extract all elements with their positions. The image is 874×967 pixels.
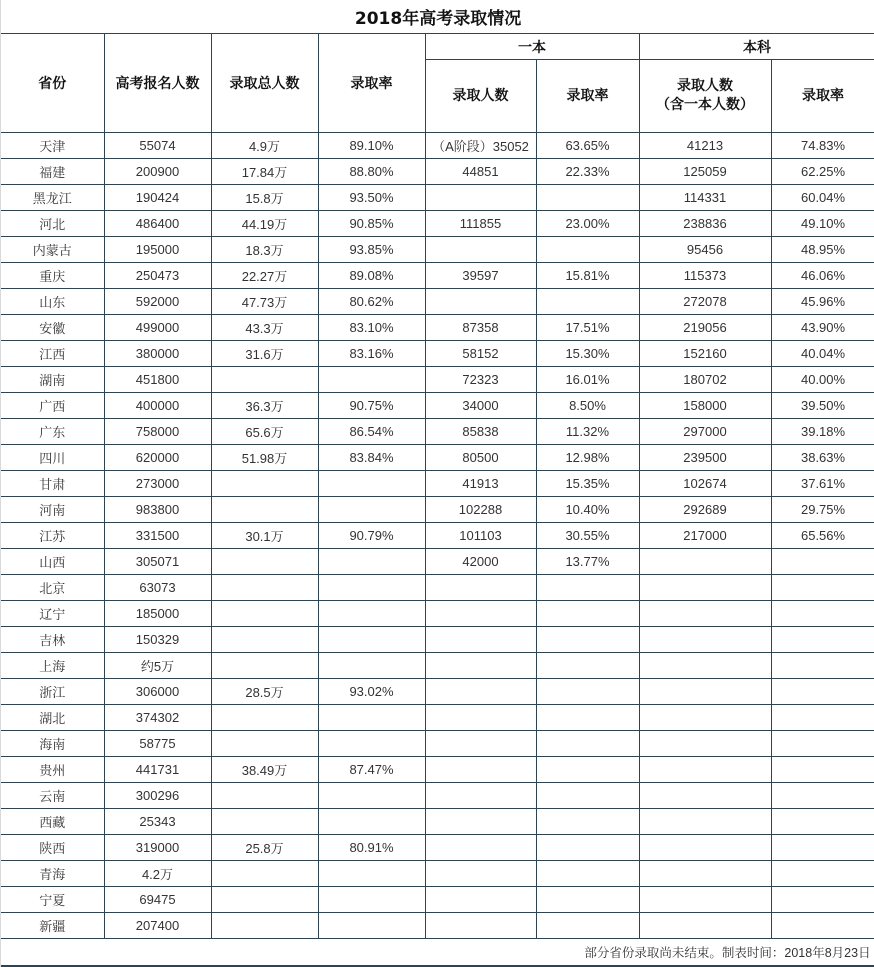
cell-tier1-count bbox=[425, 601, 536, 627]
cell-registered: 185000 bbox=[104, 601, 211, 627]
cell-tier1-count bbox=[425, 731, 536, 757]
cell-tier1-rate: 12.98% bbox=[536, 445, 639, 471]
header-bachelor-count-line2: （含一本人数） bbox=[656, 97, 754, 113]
cell-admit-rate: 93.50% bbox=[318, 185, 425, 211]
cell-bachelor-rate bbox=[771, 653, 874, 679]
cell-admit-rate: 93.02% bbox=[318, 679, 425, 705]
cell-tier1-rate: 16.01% bbox=[536, 367, 639, 393]
cell-bachelor-count bbox=[639, 575, 771, 601]
cell-admit-rate bbox=[318, 601, 425, 627]
cell-tier1-rate: 13.77% bbox=[536, 549, 639, 575]
cell-tier1-rate: 22.33% bbox=[536, 159, 639, 185]
cell-registered: 620000 bbox=[104, 445, 211, 471]
cell-tier1-rate bbox=[536, 809, 639, 835]
cell-bachelor-count bbox=[639, 653, 771, 679]
table-row bbox=[1, 393, 874, 419]
cell-province: 上海 bbox=[1, 653, 104, 679]
cell-admitted-total bbox=[211, 731, 318, 757]
cell-tier1-count: 101103 bbox=[425, 523, 536, 549]
cell-tier1-rate bbox=[536, 835, 639, 861]
cell-bachelor-rate: 45.96% bbox=[771, 289, 874, 315]
cell-province: 云南 bbox=[1, 783, 104, 809]
cell-tier1-count: 44851 bbox=[425, 159, 536, 185]
cell-province: 海南 bbox=[1, 731, 104, 757]
cell-tier1-rate bbox=[536, 861, 639, 887]
cell-province: 浙江 bbox=[1, 679, 104, 705]
cell-tier1-count bbox=[425, 705, 536, 731]
cell-province: 广东 bbox=[1, 419, 104, 445]
cell-tier1-count bbox=[425, 887, 536, 913]
cell-tier1-count: 39597 bbox=[425, 263, 536, 289]
cell-province: 天津 bbox=[1, 133, 104, 159]
cell-admitted-total: 44.19万 bbox=[211, 211, 318, 237]
cell-tier1-rate: 17.51% bbox=[536, 315, 639, 341]
cell-tier1-count: 41913 bbox=[425, 471, 536, 497]
cell-bachelor-rate bbox=[771, 809, 874, 835]
footer-row bbox=[1, 939, 874, 967]
header-registered: 高考报名人数 bbox=[104, 34, 211, 133]
table-row bbox=[1, 523, 874, 549]
cell-province: 青海 bbox=[1, 861, 104, 887]
cell-registered: 58775 bbox=[104, 731, 211, 757]
cell-bachelor-rate: 74.83% bbox=[771, 133, 874, 159]
cell-bachelor-count bbox=[639, 705, 771, 731]
cell-admitted-total bbox=[211, 861, 318, 887]
cell-registered: 499000 bbox=[104, 315, 211, 341]
cell-registered: 207400 bbox=[104, 913, 211, 939]
header-admitted-total: 录取总人数 bbox=[211, 34, 318, 133]
cell-admit-rate bbox=[318, 367, 425, 393]
table-row bbox=[1, 653, 874, 679]
cell-province: 山东 bbox=[1, 289, 104, 315]
cell-admit-rate bbox=[318, 497, 425, 523]
cell-tier1-count bbox=[425, 757, 536, 783]
cell-admit-rate: 83.16% bbox=[318, 341, 425, 367]
table-row bbox=[1, 809, 874, 835]
cell-bachelor-rate: 65.56% bbox=[771, 523, 874, 549]
cell-bachelor-rate: 48.95% bbox=[771, 237, 874, 263]
table-title: 2018年高考录取情况 bbox=[1, 0, 874, 34]
cell-bachelor-count: 102674 bbox=[639, 471, 771, 497]
cell-admitted-total bbox=[211, 471, 318, 497]
cell-registered: 195000 bbox=[104, 237, 211, 263]
cell-tier1-rate bbox=[536, 627, 639, 653]
cell-bachelor-count bbox=[639, 913, 771, 939]
cell-province: 河南 bbox=[1, 497, 104, 523]
cell-tier1-rate: 15.30% bbox=[536, 341, 639, 367]
cell-admitted-total: 36.3万 bbox=[211, 393, 318, 419]
cell-registered: 400000 bbox=[104, 393, 211, 419]
cell-tier1-rate bbox=[536, 705, 639, 731]
cell-bachelor-count: 180702 bbox=[639, 367, 771, 393]
cell-tier1-rate bbox=[536, 185, 639, 211]
cell-admit-rate: 80.91% bbox=[318, 835, 425, 861]
cell-registered: 63073 bbox=[104, 575, 211, 601]
cell-tier1-rate bbox=[536, 575, 639, 601]
cell-province: 贵州 bbox=[1, 757, 104, 783]
cell-tier1-count: 111855 bbox=[425, 211, 536, 237]
cell-province: 河北 bbox=[1, 211, 104, 237]
cell-province: 北京 bbox=[1, 575, 104, 601]
cell-tier1-count bbox=[425, 913, 536, 939]
cell-admitted-total bbox=[211, 783, 318, 809]
cell-tier1-count bbox=[425, 575, 536, 601]
cell-registered: 25343 bbox=[104, 809, 211, 835]
cell-province: 湖南 bbox=[1, 367, 104, 393]
table-row bbox=[1, 159, 874, 185]
cell-registered: 983800 bbox=[104, 497, 211, 523]
cell-province: 山西 bbox=[1, 549, 104, 575]
cell-bachelor-rate: 60.04% bbox=[771, 185, 874, 211]
cell-admitted-total: 38.49万 bbox=[211, 757, 318, 783]
cell-registered: 451800 bbox=[104, 367, 211, 393]
table-row bbox=[1, 419, 874, 445]
cell-bachelor-rate bbox=[771, 679, 874, 705]
cell-admitted-total bbox=[211, 809, 318, 835]
cell-bachelor-count: 219056 bbox=[639, 315, 771, 341]
table-row bbox=[1, 757, 874, 783]
cell-registered: 273000 bbox=[104, 471, 211, 497]
cell-bachelor-count bbox=[639, 887, 771, 913]
cell-tier1-rate bbox=[536, 289, 639, 315]
cell-admitted-total bbox=[211, 497, 318, 523]
cell-province: 四川 bbox=[1, 445, 104, 471]
header-bachelor-count bbox=[639, 60, 771, 133]
table-row bbox=[1, 315, 874, 341]
cell-bachelor-count bbox=[639, 549, 771, 575]
cell-admitted-total bbox=[211, 601, 318, 627]
cell-admit-rate: 80.62% bbox=[318, 289, 425, 315]
cell-bachelor-count: 125059 bbox=[639, 159, 771, 185]
cell-province: 西藏 bbox=[1, 809, 104, 835]
cell-tier1-rate: 63.65% bbox=[536, 133, 639, 159]
cell-bachelor-count bbox=[639, 783, 771, 809]
cell-registered: 374302 bbox=[104, 705, 211, 731]
cell-registered: 4.2万 bbox=[104, 861, 211, 887]
cell-province: 陕西 bbox=[1, 835, 104, 861]
cell-bachelor-count bbox=[639, 679, 771, 705]
table-row bbox=[1, 367, 874, 393]
cell-bachelor-rate bbox=[771, 913, 874, 939]
cell-province: 新疆 bbox=[1, 913, 104, 939]
table-row bbox=[1, 601, 874, 627]
cell-registered: 55074 bbox=[104, 133, 211, 159]
cell-tier1-count: 58152 bbox=[425, 341, 536, 367]
cell-tier1-rate bbox=[536, 757, 639, 783]
cell-tier1-rate: 15.35% bbox=[536, 471, 639, 497]
cell-tier1-rate: 11.32% bbox=[536, 419, 639, 445]
cell-bachelor-rate bbox=[771, 627, 874, 653]
cell-admit-rate bbox=[318, 549, 425, 575]
cell-tier1-count: 85838 bbox=[425, 419, 536, 445]
cell-tier1-count: 34000 bbox=[425, 393, 536, 419]
table-row bbox=[1, 211, 874, 237]
cell-registered: 69475 bbox=[104, 887, 211, 913]
cell-admit-rate: 83.84% bbox=[318, 445, 425, 471]
cell-registered: 300296 bbox=[104, 783, 211, 809]
table-row bbox=[1, 237, 874, 263]
header-tier1-count: 录取人数 bbox=[425, 60, 536, 133]
cell-admitted-total bbox=[211, 705, 318, 731]
cell-admitted-total: 65.6万 bbox=[211, 419, 318, 445]
cell-admit-rate: 83.10% bbox=[318, 315, 425, 341]
cell-province: 宁夏 bbox=[1, 887, 104, 913]
cell-province: 黑龙江 bbox=[1, 185, 104, 211]
cell-admit-rate: 87.47% bbox=[318, 757, 425, 783]
header-province: 省份 bbox=[1, 34, 104, 133]
cell-bachelor-count bbox=[639, 601, 771, 627]
cell-registered: 190424 bbox=[104, 185, 211, 211]
table-row bbox=[1, 445, 874, 471]
table-row bbox=[1, 887, 874, 913]
cell-registered: 250473 bbox=[104, 263, 211, 289]
cell-bachelor-rate: 46.06% bbox=[771, 263, 874, 289]
cell-admit-rate bbox=[318, 471, 425, 497]
cell-admitted-total bbox=[211, 627, 318, 653]
cell-admitted-total: 47.73万 bbox=[211, 289, 318, 315]
header-bachelor-count-line1: 录取人数 bbox=[677, 78, 733, 94]
cell-tier1-rate: 23.00% bbox=[536, 211, 639, 237]
cell-province: 福建 bbox=[1, 159, 104, 185]
table-row bbox=[1, 679, 874, 705]
cell-bachelor-rate bbox=[771, 783, 874, 809]
table-row bbox=[1, 263, 874, 289]
cell-tier1-rate bbox=[536, 731, 639, 757]
cell-admit-rate bbox=[318, 705, 425, 731]
cell-admit-rate bbox=[318, 861, 425, 887]
cell-tier1-rate: 10.40% bbox=[536, 497, 639, 523]
cell-admitted-total: 43.3万 bbox=[211, 315, 318, 341]
cell-admit-rate: 90.85% bbox=[318, 211, 425, 237]
cell-bachelor-rate bbox=[771, 731, 874, 757]
cell-bachelor-rate: 49.10% bbox=[771, 211, 874, 237]
cell-registered: 306000 bbox=[104, 679, 211, 705]
header-bachelor-rate: 录取率 bbox=[771, 60, 874, 133]
cell-tier1-rate bbox=[536, 601, 639, 627]
cell-bachelor-count: 239500 bbox=[639, 445, 771, 471]
cell-tier1-count: （A阶段）35052 bbox=[425, 133, 536, 159]
cell-bachelor-count: 292689 bbox=[639, 497, 771, 523]
cell-registered: 305071 bbox=[104, 549, 211, 575]
cell-bachelor-count: 238836 bbox=[639, 211, 771, 237]
cell-tier1-count bbox=[425, 185, 536, 211]
cell-bachelor-count bbox=[639, 861, 771, 887]
cell-bachelor-count: 217000 bbox=[639, 523, 771, 549]
cell-admitted-total: 25.8万 bbox=[211, 835, 318, 861]
cell-tier1-rate bbox=[536, 679, 639, 705]
admission-table bbox=[1, 0, 874, 967]
cell-tier1-count bbox=[425, 835, 536, 861]
cell-province: 重庆 bbox=[1, 263, 104, 289]
cell-admitted-total bbox=[211, 549, 318, 575]
cell-admit-rate: 89.08% bbox=[318, 263, 425, 289]
cell-registered: 319000 bbox=[104, 835, 211, 861]
table-row bbox=[1, 705, 874, 731]
table-row bbox=[1, 835, 874, 861]
cell-tier1-count bbox=[425, 809, 536, 835]
header-row-1 bbox=[1, 34, 874, 60]
cell-bachelor-count bbox=[639, 731, 771, 757]
cell-bachelor-rate bbox=[771, 601, 874, 627]
title-row bbox=[1, 0, 874, 34]
cell-bachelor-rate: 29.75% bbox=[771, 497, 874, 523]
cell-bachelor-rate bbox=[771, 757, 874, 783]
cell-admitted-total bbox=[211, 575, 318, 601]
cell-tier1-rate: 15.81% bbox=[536, 263, 639, 289]
table-row bbox=[1, 341, 874, 367]
table-row bbox=[1, 549, 874, 575]
cell-tier1-rate bbox=[536, 237, 639, 263]
cell-registered: 约5万 bbox=[104, 653, 211, 679]
cell-bachelor-count: 158000 bbox=[639, 393, 771, 419]
cell-registered: 592000 bbox=[104, 289, 211, 315]
table-body bbox=[1, 133, 874, 939]
header-tier1-rate: 录取率 bbox=[536, 60, 639, 133]
cell-bachelor-count: 114331 bbox=[639, 185, 771, 211]
table-row bbox=[1, 783, 874, 809]
cell-province: 湖北 bbox=[1, 705, 104, 731]
table-row bbox=[1, 185, 874, 211]
cell-admit-rate bbox=[318, 575, 425, 601]
cell-registered: 150329 bbox=[104, 627, 211, 653]
header-tier1-group: 一本 bbox=[425, 34, 639, 60]
cell-admitted-total: 30.1万 bbox=[211, 523, 318, 549]
cell-admitted-total bbox=[211, 367, 318, 393]
cell-bachelor-count: 272078 bbox=[639, 289, 771, 315]
cell-bachelor-count: 297000 bbox=[639, 419, 771, 445]
table-row bbox=[1, 497, 874, 523]
cell-admit-rate: 90.75% bbox=[318, 393, 425, 419]
cell-bachelor-rate: 62.25% bbox=[771, 159, 874, 185]
cell-tier1-count: 102288 bbox=[425, 497, 536, 523]
cell-registered: 758000 bbox=[104, 419, 211, 445]
cell-registered: 331500 bbox=[104, 523, 211, 549]
cell-province: 甘肃 bbox=[1, 471, 104, 497]
cell-admit-rate: 86.54% bbox=[318, 419, 425, 445]
cell-province: 吉林 bbox=[1, 627, 104, 653]
cell-tier1-count bbox=[425, 861, 536, 887]
cell-registered: 380000 bbox=[104, 341, 211, 367]
footer-note: 部分省份录取尚未结束。制表时间：2018年8月23日 bbox=[1, 939, 874, 967]
table-row bbox=[1, 731, 874, 757]
cell-tier1-count bbox=[425, 627, 536, 653]
cell-admitted-total: 51.98万 bbox=[211, 445, 318, 471]
table-row bbox=[1, 627, 874, 653]
cell-province: 江西 bbox=[1, 341, 104, 367]
cell-tier1-count: 87358 bbox=[425, 315, 536, 341]
cell-bachelor-count bbox=[639, 835, 771, 861]
cell-admit-rate bbox=[318, 783, 425, 809]
cell-admit-rate bbox=[318, 731, 425, 757]
cell-bachelor-rate bbox=[771, 861, 874, 887]
cell-admitted-total: 28.5万 bbox=[211, 679, 318, 705]
cell-admitted-total: 17.84万 bbox=[211, 159, 318, 185]
cell-province: 辽宁 bbox=[1, 601, 104, 627]
cell-province: 江苏 bbox=[1, 523, 104, 549]
cell-bachelor-rate bbox=[771, 887, 874, 913]
cell-bachelor-rate: 40.00% bbox=[771, 367, 874, 393]
cell-tier1-count bbox=[425, 237, 536, 263]
cell-admitted-total bbox=[211, 653, 318, 679]
table-row bbox=[1, 471, 874, 497]
cell-bachelor-count: 152160 bbox=[639, 341, 771, 367]
table-row bbox=[1, 861, 874, 887]
cell-tier1-rate bbox=[536, 913, 639, 939]
table-row bbox=[1, 289, 874, 315]
header-bachelor-group: 本科 bbox=[639, 34, 874, 60]
cell-admit-rate bbox=[318, 653, 425, 679]
cell-tier1-count bbox=[425, 653, 536, 679]
cell-province: 安徽 bbox=[1, 315, 104, 341]
cell-tier1-count: 42000 bbox=[425, 549, 536, 575]
cell-bachelor-count bbox=[639, 809, 771, 835]
cell-bachelor-count bbox=[639, 627, 771, 653]
cell-bachelor-rate bbox=[771, 549, 874, 575]
cell-province: 内蒙古 bbox=[1, 237, 104, 263]
table-row bbox=[1, 575, 874, 601]
cell-admit-rate: 90.79% bbox=[318, 523, 425, 549]
cell-bachelor-rate: 43.90% bbox=[771, 315, 874, 341]
cell-tier1-count bbox=[425, 679, 536, 705]
cell-tier1-count bbox=[425, 289, 536, 315]
cell-admit-rate: 89.10% bbox=[318, 133, 425, 159]
table-row bbox=[1, 133, 874, 159]
cell-admit-rate: 88.80% bbox=[318, 159, 425, 185]
cell-admitted-total: 22.27万 bbox=[211, 263, 318, 289]
cell-bachelor-rate: 39.50% bbox=[771, 393, 874, 419]
cell-registered: 486400 bbox=[104, 211, 211, 237]
cell-admitted-total: 31.6万 bbox=[211, 341, 318, 367]
cell-province: 广西 bbox=[1, 393, 104, 419]
cell-admit-rate bbox=[318, 809, 425, 835]
cell-bachelor-rate bbox=[771, 705, 874, 731]
cell-registered: 441731 bbox=[104, 757, 211, 783]
cell-bachelor-count: 115373 bbox=[639, 263, 771, 289]
cell-admit-rate bbox=[318, 887, 425, 913]
cell-bachelor-rate: 39.18% bbox=[771, 419, 874, 445]
cell-admitted-total bbox=[211, 913, 318, 939]
cell-bachelor-count bbox=[639, 757, 771, 783]
cell-tier1-rate: 8.50% bbox=[536, 393, 639, 419]
cell-bachelor-rate bbox=[771, 575, 874, 601]
cell-bachelor-rate: 40.04% bbox=[771, 341, 874, 367]
table-row bbox=[1, 913, 874, 939]
cell-admitted-total: 4.9万 bbox=[211, 133, 318, 159]
cell-tier1-rate bbox=[536, 783, 639, 809]
cell-bachelor-rate: 38.63% bbox=[771, 445, 874, 471]
cell-bachelor-rate bbox=[771, 835, 874, 861]
cell-bachelor-count: 41213 bbox=[639, 133, 771, 159]
cell-tier1-rate bbox=[536, 887, 639, 913]
cell-admit-rate bbox=[318, 913, 425, 939]
cell-tier1-count: 80500 bbox=[425, 445, 536, 471]
cell-tier1-rate: 30.55% bbox=[536, 523, 639, 549]
cell-admitted-total bbox=[211, 887, 318, 913]
cell-tier1-rate bbox=[536, 653, 639, 679]
cell-admitted-total: 18.3万 bbox=[211, 237, 318, 263]
cell-admit-rate bbox=[318, 627, 425, 653]
cell-tier1-count: 72323 bbox=[425, 367, 536, 393]
cell-admitted-total: 15.8万 bbox=[211, 185, 318, 211]
header-admit-rate: 录取率 bbox=[318, 34, 425, 133]
cell-registered: 200900 bbox=[104, 159, 211, 185]
cell-admit-rate: 93.85% bbox=[318, 237, 425, 263]
cell-tier1-count bbox=[425, 783, 536, 809]
cell-bachelor-rate: 37.61% bbox=[771, 471, 874, 497]
cell-bachelor-count: 95456 bbox=[639, 237, 771, 263]
